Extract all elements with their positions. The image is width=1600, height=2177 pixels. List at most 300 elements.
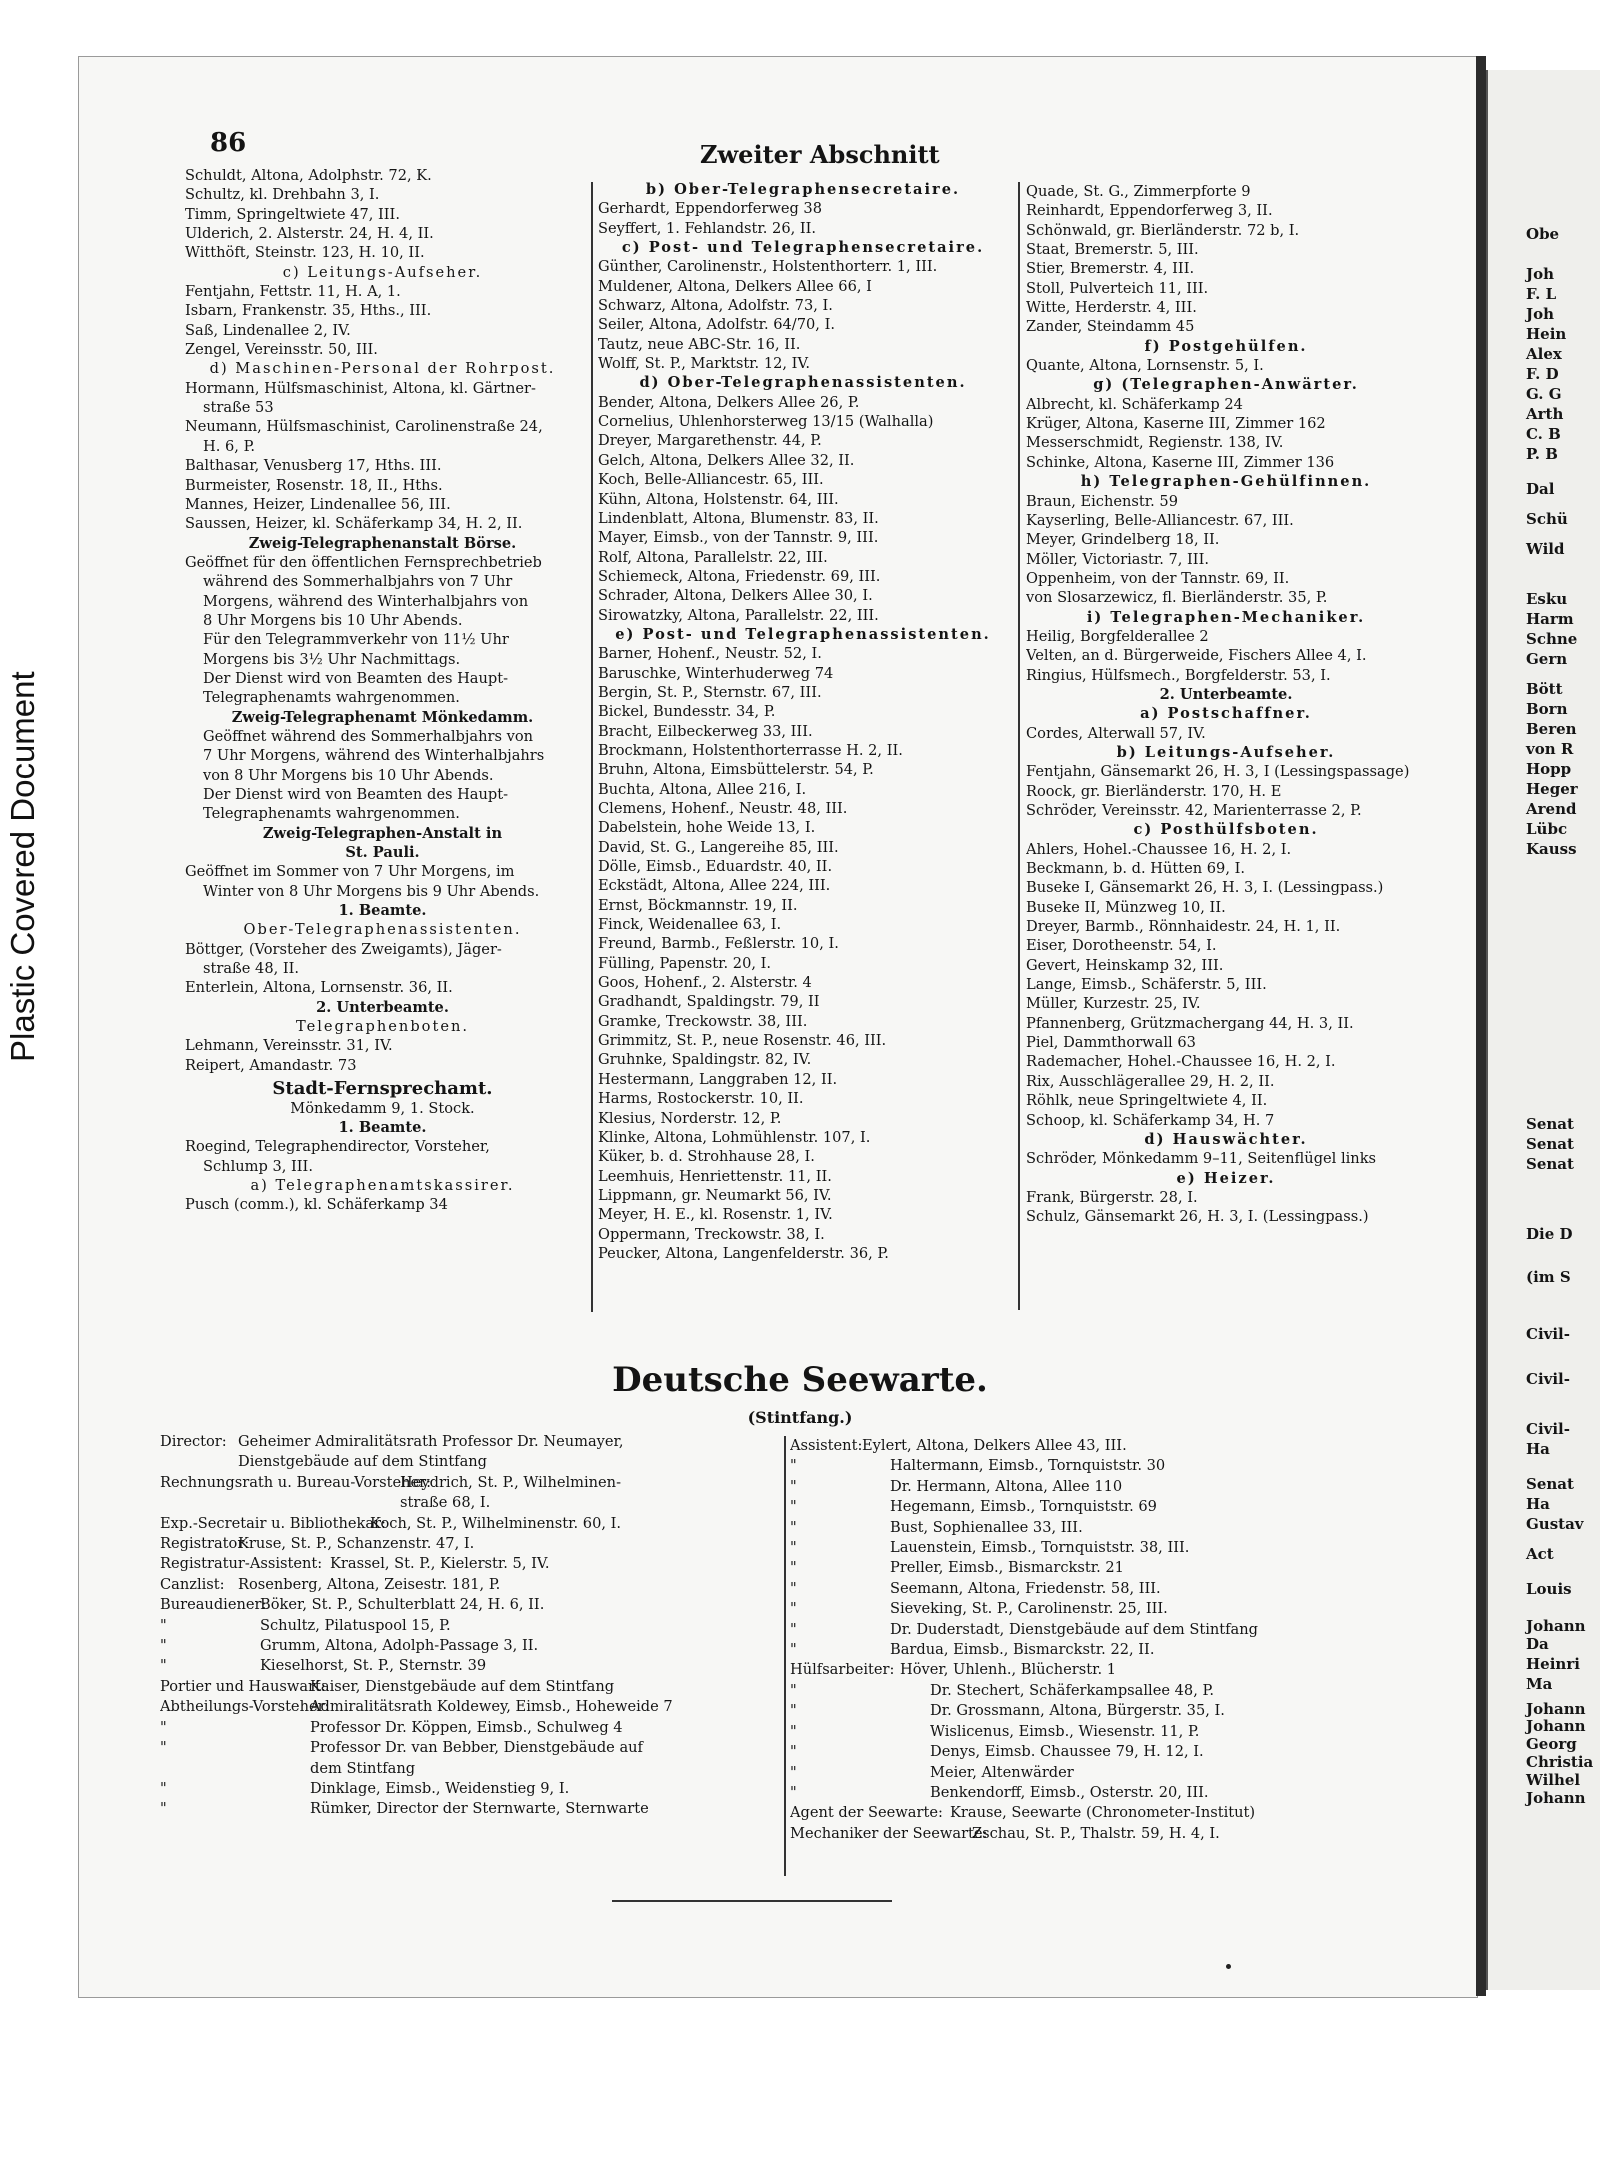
directory-line: von Slosarzewicz, fl. Bierländerstr. 35, P. <box>1026 589 1328 607</box>
entry-label: Registratur-Assistent: <box>160 1555 323 1573</box>
directory-line: Gruhnke, Spaldingstr. 82, IV. <box>598 1051 812 1069</box>
entry-value: Benkendorff, Eimsb., Osterstr. 20, III. <box>930 1783 1209 1801</box>
directory-line: Der Dienst wird von Beamten des Haupt- <box>203 786 509 803</box>
directory-line: Küker, b. d. Strohhause 28, I. <box>598 1148 815 1166</box>
directory-line: Schulz, Gänsemarkt 26, H. 3, I. (Lessingpass.) <box>1026 1208 1369 1226</box>
entry-label: " <box>790 1620 797 1638</box>
seewarte-entry <box>160 1595 780 1615</box>
adjacent-page-fragment: Senat <box>1526 1115 1574 1133</box>
directory-line: Mayer, Eimsb., von der Tannstr. 9, III. <box>598 529 879 547</box>
adjacent-page-fragment: Dal <box>1526 480 1555 498</box>
directory-line: Lindenblatt, Altona, Blumenstr. 83, II. <box>598 509 879 527</box>
entry-label: Agent der Seewarte: <box>790 1804 943 1822</box>
directory-line: straße 48, II. <box>203 960 300 978</box>
entry-value: Eylert, Altona, Delkers Allee 43, III. <box>862 1437 1127 1454</box>
entry-value: Krause, Seewarte (Chronometer-Institut) <box>950 1804 1256 1822</box>
seewarte-entry <box>790 1558 1430 1578</box>
directory-line: Kühn, Altona, Holstenstr. 64, III. <box>598 490 839 508</box>
entry-value: Böker, St. P., Schulterblatt 24, H. 6, II. <box>260 1596 545 1614</box>
entry-label: Mechaniker der Seewarte: <box>790 1824 988 1842</box>
directory-line: Morgens bis 3½ Uhr Nachmittags. <box>203 650 461 668</box>
directory-line: Stoll, Pulverteich 11, III. <box>1026 279 1209 297</box>
seewarte-entry <box>790 1763 1430 1783</box>
directory-line: Möller, Victoriastr. 7, III. <box>1026 550 1209 568</box>
directory-line: Hormann, Hülfsmaschinist, Altona, kl. Gärtner- <box>185 379 536 397</box>
directory-line: Gramke, Treckowstr. 38, III. <box>598 1012 808 1030</box>
adjacent-page-fragment: Alex <box>1526 345 1562 363</box>
adjacent-page-fragment: F. L <box>1526 285 1557 303</box>
entry-label: " <box>790 1457 797 1475</box>
directory-line: Clemens, Hohenf., Neustr. 48, III. <box>598 800 848 817</box>
directory-line: Lange, Eimsb., Schäferstr. 5, III. <box>1026 976 1267 994</box>
directory-line: d) Hauswächter. <box>1144 1130 1308 1148</box>
entry-label: " <box>160 1616 167 1634</box>
seewarte-entry <box>160 1554 780 1574</box>
adjacent-page-fragment: Johann <box>1526 1717 1586 1735</box>
column-2 <box>598 180 1008 1263</box>
directory-line: Seiler, Altona, Adolfstr. 64/70, I. <box>598 316 835 334</box>
directory-line: Velten, an d. Bürgerweide, Fischers Allee 4, I. <box>1026 647 1367 665</box>
directory-line: H. 6, P. <box>203 437 256 455</box>
directory-line: Rademacher, Hohel.-Chaussee 16, H. 2, I. <box>1026 1053 1336 1071</box>
entry-value: Dienstgebäude auf dem Stintfang <box>238 1453 488 1471</box>
entry-label <box>160 1759 310 1779</box>
ink-speck <box>1226 1964 1231 1969</box>
directory-line: Schrader, Altona, Delkers Allee 30, I. <box>598 587 873 605</box>
adjacent-page-fragment: Hopp <box>1526 760 1572 778</box>
adjacent-page-fragment: Esku <box>1526 590 1568 608</box>
directory-line: Brockmann, Holstenthorterrasse H. 2, II. <box>598 741 903 759</box>
column-3 <box>1026 182 1426 1227</box>
seewarte-entry <box>160 1575 780 1595</box>
seewarte-entry <box>160 1799 780 1819</box>
entry-label: " <box>790 1600 797 1618</box>
directory-line: Schultz, kl. Drehbahn 3, I. <box>185 186 380 204</box>
directory-line: Bender, Altona, Delkers Allee 26, P. <box>598 393 860 411</box>
directory-line: Sirowatzky, Altona, Parallelstr. 22, III. <box>598 606 879 624</box>
directory-line: Fülling, Papenstr. 20, I. <box>598 954 772 972</box>
seewarte-entry <box>790 1701 1430 1721</box>
adjacent-page-fragment: Arend <box>1526 800 1577 818</box>
entry-value: Lauenstein, Eimsb., Tornquiststr. 38, III. <box>890 1539 1190 1557</box>
adjacent-page-fragment: Lübc <box>1526 820 1568 838</box>
directory-line: Hestermann, Langgraben 12, II. <box>598 1070 838 1088</box>
directory-line: e) Heizer. <box>1176 1169 1276 1187</box>
seewarte-entry <box>790 1436 1430 1456</box>
entry-value: Krassel, St. P., Kielerstr. 5, IV. <box>330 1555 550 1573</box>
directory-line: Rix, Ausschlägerallee 29, H. 2, II. <box>1026 1072 1275 1090</box>
directory-line: Roegind, Telegraphendirector, Vorsteher, <box>185 1138 490 1156</box>
directory-line: Bracht, Eilbeckerweg 33, III. <box>598 722 813 740</box>
directory-line: Buseke II, Münzweg 10, II. <box>1026 898 1226 916</box>
directory-line: Gerhardt, Eppendorferweg 38 <box>598 200 823 218</box>
entry-label: Hülfsarbeiter: <box>790 1661 895 1679</box>
entry-label <box>160 1493 400 1513</box>
entry-value: Seemann, Altona, Friedenstr. 58, III. <box>890 1579 1161 1597</box>
directory-line: b) Leitungs-Aufseher. <box>1116 743 1336 761</box>
directory-line: Enterlein, Altona, Lornsenstr. 36, II. <box>185 979 453 997</box>
entry-label: " <box>790 1681 797 1699</box>
adjacent-page-fragment: Civil- <box>1526 1325 1570 1343</box>
column-rule-1 <box>591 182 593 1312</box>
adjacent-page-fragment: Heinri <box>1526 1655 1580 1673</box>
entry-value: Höver, Uhlenh., Blücherstr. 1 <box>900 1661 1117 1679</box>
entry-label: Assistent: <box>790 1437 863 1454</box>
directory-line: Lehmann, Vereinsstr. 31, IV. <box>185 1037 393 1055</box>
directory-line: Cordes, Alterwall 57, IV. <box>1026 724 1206 742</box>
directory-line: Muldener, Altona, Delkers Allee 66, I <box>598 277 872 295</box>
adjacent-page-fragment: Harm <box>1526 610 1574 628</box>
directory-line: Freund, Barmb., Feßlerstr. 10, I. <box>598 935 839 953</box>
directory-line: Günther, Carolinenstr., Holstenthorterr. 1, III. <box>598 258 938 276</box>
directory-line: Gradhandt, Spaldingstr. 79, II <box>598 993 820 1011</box>
directory-line: Schröder, Mönkedamm 9–11, Seitenflügel links <box>1026 1150 1377 1168</box>
directory-line: Finck, Weidenallee 63, I. <box>598 916 782 934</box>
entry-value: Professor Dr. Köppen, Eimsb., Schulweg 4 <box>310 1718 623 1736</box>
adjacent-page-fragment: Schne <box>1526 630 1578 648</box>
seewarte-entry <box>160 1718 780 1738</box>
page-gutter <box>1476 56 1486 1996</box>
directory-line: Telegraphenamts wahrgenommen. <box>203 689 460 707</box>
directory-line: a) Postschaffner. <box>1140 705 1312 723</box>
directory-line: Winter von 8 Uhr Morgens bis 9 Uhr Abends. <box>203 882 540 900</box>
entry-label: " <box>790 1539 797 1557</box>
seewarte-entry <box>160 1779 780 1799</box>
seewarte-entry <box>160 1452 780 1472</box>
adjacent-page-fragment: Gustav <box>1526 1515 1584 1533</box>
page-number: 86 <box>210 128 247 158</box>
directory-line: Ahlers, Hohel.-Chaussee 16, H. 2, I. <box>1026 840 1292 858</box>
directory-line: Dreyer, Barmb., Rönnhaidestr. 24, H. 1, II. <box>1026 918 1341 936</box>
entry-value: Grumm, Altona, Adolph-Passage 3, II. <box>260 1637 539 1655</box>
adjacent-page-fragment: Ha <box>1526 1495 1550 1513</box>
entry-value: Dr. Duderstadt, Dienstgebäude auf dem Stintfang <box>890 1620 1258 1638</box>
closing-rule <box>612 1900 892 1902</box>
directory-line: Schinke, Altona, Kaserne III, Zimmer 136 <box>1026 453 1335 471</box>
directory-line: Müller, Kurzestr. 25, IV. <box>1026 995 1201 1013</box>
directory-line: Pfannenberg, Grützmachergang 44, H. 3, II. <box>1026 1014 1354 1032</box>
directory-line: d) Maschinen-Personal der Rohrpost. <box>209 360 556 378</box>
entry-value: Dr. Grossmann, Altona, Bürgerstr. 35, I. <box>930 1702 1225 1720</box>
seewarte-entry <box>160 1656 780 1676</box>
adjacent-page-fragment: Obe <box>1526 225 1560 243</box>
entry-label: " <box>790 1579 797 1597</box>
entry-value: Hegemann, Eimsb., Tornquiststr. 69 <box>890 1498 1157 1516</box>
seewarte-entry <box>160 1697 780 1717</box>
directory-line: Ulderich, 2. Alsterstr. 24, H. 4, II. <box>185 225 434 243</box>
entry-label: Director: <box>160 1433 227 1450</box>
directory-line: i) Telegraphen-Mechaniker. <box>1086 608 1366 626</box>
directory-line: Schlump 3, III. <box>203 1157 313 1175</box>
entry-label: " <box>160 1718 167 1736</box>
entry-label: " <box>790 1702 797 1720</box>
directory-line: Isbarn, Frankenstr. 35, Hths., III. <box>185 302 432 320</box>
entry-label <box>160 1452 238 1472</box>
entry-value: Admiralitätsrath Koldewey, Eimsb., Hoheweide 7 <box>310 1698 673 1716</box>
adjacent-page-fragment: P. B <box>1526 445 1558 463</box>
seewarte-entry <box>790 1538 1430 1558</box>
directory-line: Bickel, Bundesstr. 34, P. <box>598 703 776 721</box>
directory-line: Piel, Dammthorwall 63 <box>1026 1034 1196 1052</box>
directory-line: Dreyer, Margarethenstr. 44, P. <box>598 432 822 450</box>
directory-line: Balthasar, Venusberg 17, Hths. III. <box>185 457 442 475</box>
entry-label: Portier und Hauswart: <box>160 1677 326 1695</box>
adjacent-page-fragment: Louis <box>1526 1580 1572 1598</box>
seewarte-subtitle: (Stintfang.) <box>747 1408 853 1427</box>
directory-line: 7 Uhr Morgens, während des Winterhalbjahrs <box>203 747 545 765</box>
directory-line: Neumann, Hülfsmaschinist, Carolinenstraße 24, <box>185 418 543 436</box>
directory-line: Wolff, St. P., Marktstr. 12, IV. <box>598 355 811 373</box>
adjacent-page-fragment: Kauss <box>1526 840 1577 858</box>
adjacent-page-fragment: Arth <box>1526 405 1564 423</box>
column-1 <box>185 166 580 1215</box>
directory-line: Fentjahn, Gänsemarkt 26, H. 3, I (Lessingspassage) <box>1026 763 1410 781</box>
directory-line: Meyer, Grindelberg 18, II. <box>1026 531 1220 549</box>
entry-value: Zschau, St. P., Thalstr. 59, H. 4, I. <box>972 1824 1220 1842</box>
directory-line: Böttger, (Vorsteher des Zweigamts), Jäger- <box>185 940 502 958</box>
entry-value: Denys, Eimsb. Chaussee 79, H. 12, I. <box>930 1743 1204 1761</box>
entry-value: Bust, Sophienallee 33, III. <box>890 1518 1083 1536</box>
adjacent-page-fragment: Senat <box>1526 1135 1574 1153</box>
directory-line: Dabelstein, hohe Weide 13, I. <box>598 819 816 837</box>
entry-label: " <box>790 1722 797 1740</box>
directory-line: Barner, Hohenf., Neustr. 52, I. <box>598 645 822 663</box>
directory-line: Bergin, St. P., Sternstr. 67, III. <box>598 683 822 701</box>
entry-value: Sieveking, St. P., Carolinenstr. 25, III. <box>890 1600 1168 1618</box>
directory-line: 1. Beamte. <box>338 902 427 920</box>
directory-line: Saß, Lindenallee 2, IV. <box>185 321 351 339</box>
directory-line: Gelch, Altona, Delkers Allee 32, II. <box>598 451 855 469</box>
entry-value: Haltermann, Eimsb., Tornquiststr. 30 <box>890 1457 1166 1475</box>
seewarte-entry <box>790 1783 1430 1803</box>
seewarte-entry <box>790 1824 1430 1844</box>
directory-line: Beckmann, b. d. Hütten 69, I. <box>1026 860 1246 878</box>
adjacent-page-fragment: (im S <box>1526 1268 1571 1286</box>
entry-value: Kieselhorst, St. P., Sternstr. 39 <box>260 1657 487 1675</box>
adjacent-page-fragment: Beren <box>1526 720 1577 738</box>
directory-line: Ober-Telegraphenassistenten. <box>243 921 522 939</box>
seewarte-entry <box>790 1477 1430 1497</box>
directory-line: Für den Telegrammverkehr von 11½ Uhr <box>203 631 509 649</box>
directory-line: Messerschmidt, Regienstr. 138, IV. <box>1026 434 1284 452</box>
entry-label: Registrator: <box>160 1535 250 1553</box>
adjacent-page-fragment: Georg <box>1526 1735 1577 1753</box>
entry-value: Heydrich, St. P., Wilhelminen- <box>400 1473 622 1491</box>
directory-line: Saussen, Heizer, kl. Schäferkamp 34, H. 2, II. <box>185 515 523 533</box>
seewarte-entry <box>790 1681 1430 1701</box>
directory-line: Stier, Bremerstr. 4, III. <box>1026 260 1195 278</box>
entry-label: " <box>160 1657 167 1675</box>
entry-label: " <box>790 1559 797 1577</box>
entry-value: Dr. Hermann, Altona, Allee 110 <box>890 1477 1123 1495</box>
column-rule-2 <box>1018 182 1020 1310</box>
directory-line: Quade, St. G., Zimmerpforte 9 <box>1026 183 1251 200</box>
directory-line: von 8 Uhr Morgens bis 10 Uhr Abends. <box>203 766 494 784</box>
running-head: Zweiter Abschnitt <box>700 140 940 169</box>
seewarte-entry <box>790 1640 1430 1660</box>
directory-line: Kayserling, Belle-Alliancestr. 67, III. <box>1026 511 1294 529</box>
entry-value: Wislicenus, Eimsb., Wiesenstr. 11, P. <box>930 1722 1200 1740</box>
adjacent-page-fragment: Johann <box>1526 1700 1586 1718</box>
entry-label: " <box>790 1477 797 1495</box>
directory-line: Timm, Springeltwiete 47, III. <box>185 205 400 223</box>
directory-line: c) Leitungs-Aufseher. <box>282 263 483 281</box>
directory-line: Geöffnet im Sommer von 7 Uhr Morgens, im <box>185 863 515 881</box>
directory-line: a) Telegraphenamtskassirer. <box>250 1176 515 1194</box>
seewarte-rule <box>784 1436 786 1876</box>
entry-value: Geheimer Admiralitätsrath Professor Dr. Neumayer, <box>238 1433 624 1450</box>
directory-line: Klinke, Altona, Lohmühlenstr. 107, I. <box>598 1128 871 1146</box>
adjacent-page-fragment: Civil- <box>1526 1370 1570 1388</box>
adjacent-page-fragment: Joh <box>1526 305 1555 323</box>
seewarte-entry <box>160 1514 780 1534</box>
seewarte-entry <box>160 1432 780 1452</box>
directory-line: Mannes, Heizer, Lindenallee 56, III. <box>185 495 451 513</box>
directory-line: Seyffert, 1. Fehlandstr. 26, II. <box>598 219 817 237</box>
entry-label: " <box>160 1779 167 1797</box>
entry-value: Dinklage, Eimsb., Weidenstieg 9, I. <box>310 1779 570 1797</box>
directory-line: St. Pauli. <box>345 844 420 862</box>
entry-label: " <box>160 1800 167 1818</box>
directory-line: c) Post- und Telegraphensecretaire. <box>621 239 985 257</box>
directory-line: Telegraphenboten. <box>295 1018 469 1036</box>
entry-value: Rosenberg, Altona, Zeisestr. 181, P. <box>238 1575 501 1593</box>
directory-line: Stadt-Fernsprechamt. <box>272 1079 493 1099</box>
directory-line: Schwarz, Altona, Adolfstr. 73, I. <box>598 297 833 315</box>
adjacent-page-fragment: Christia <box>1526 1753 1594 1771</box>
directory-line: Koch, Belle-Alliancestr. 65, III. <box>598 471 824 489</box>
adjacent-page-fragment: Gern <box>1526 650 1568 668</box>
directory-line: Schoop, kl. Schäferkamp 34, H. 7 <box>1026 1111 1275 1129</box>
directory-line: 2. Unterbeamte. <box>1159 685 1293 703</box>
entry-value: Kruse, St. P., Schanzenstr. 47, I. <box>238 1535 475 1553</box>
adjacent-page-fragment: von R <box>1526 740 1574 758</box>
entry-label: " <box>790 1641 797 1659</box>
adjacent-page-fragment: Johann <box>1526 1617 1586 1635</box>
entry-label: " <box>790 1783 797 1801</box>
seewarte-entry <box>790 1497 1430 1517</box>
directory-line: Röhlk, neue Springeltwiete 4, II. <box>1026 1092 1268 1110</box>
directory-line: Mönkedamm 9, 1. Stock. <box>290 1099 475 1117</box>
seewarte-entry <box>790 1620 1430 1640</box>
directory-line: Eckstädt, Altona, Allee 224, III. <box>598 877 831 895</box>
entry-label: Exp.-Secretair u. Bibliothekar: <box>160 1514 386 1532</box>
directory-line: Pusch (comm.), kl. Schäferkamp 34 <box>185 1196 448 1214</box>
directory-line: Eiser, Dorotheenstr. 54, I. <box>1026 937 1217 955</box>
adjacent-page-fragment: Hein <box>1526 325 1567 343</box>
entry-label: Abtheilungs-Vorsteher: <box>160 1698 330 1716</box>
adjacent-page-fragment: Bött <box>1526 680 1563 698</box>
entry-value: dem Stintfang <box>310 1759 416 1777</box>
directory-line: während des Sommerhalbjahrs von 7 Uhr <box>203 573 513 591</box>
adjacent-page-fragment: Ma <box>1526 1675 1553 1693</box>
directory-line: Morgens, während des Winterhalbjahrs von <box>203 592 529 610</box>
directory-line: h) Telegraphen-Gehülfinnen. <box>1080 473 1372 491</box>
directory-line: Burmeister, Rosenstr. 18, II., Hths. <box>185 476 443 494</box>
directory-line: Zengel, Vereinsstr. 50, III. <box>185 341 378 359</box>
directory-line: Fentjahn, Fettstr. 11, H. A, 1. <box>185 283 401 301</box>
directory-line: Grimmitz, St. P., neue Rosenstr. 46, III. <box>598 1032 887 1050</box>
directory-line: Der Dienst wird von Beamten des Haupt- <box>203 669 509 687</box>
seewarte-entry <box>160 1534 780 1554</box>
directory-line: Schuldt, Altona, Adolphstr. 72, K. <box>185 167 432 184</box>
directory-line: straße 53 <box>203 399 274 417</box>
adjacent-page-fragment: Civil- <box>1526 1420 1570 1438</box>
directory-line: Geöffnet während des Sommerhalbjahrs von <box>203 727 534 745</box>
directory-line: Bruhn, Altona, Eimsbüttelerstr. 54, P. <box>598 761 874 779</box>
entry-value: Dr. Stechert, Schäferkampsallee 48, P. <box>930 1681 1214 1699</box>
seewarte-entry <box>790 1579 1430 1599</box>
seewarte-entry <box>790 1518 1430 1538</box>
directory-line: 2. Unterbeamte. <box>316 998 449 1016</box>
directory-line: Ringius, Hülfsmech., Borgfelderstr. 53, I. <box>1026 666 1331 684</box>
adjacent-page-fragment: Da <box>1526 1635 1549 1653</box>
seewarte-entry <box>790 1742 1430 1762</box>
seewarte-entry <box>160 1759 780 1779</box>
entry-label: Canzlist: <box>160 1575 225 1593</box>
directory-line: Heilig, Borgfelderallee 2 <box>1026 627 1209 645</box>
entry-value: Kaiser, Dienstgebäude auf dem Stintfang <box>310 1677 615 1695</box>
entry-label: Bureaudiener: <box>160 1596 267 1614</box>
directory-line: Roock, gr. Bierländerstr. 170, H. E <box>1026 782 1282 800</box>
directory-line: Zander, Steindamm 45 <box>1026 318 1195 336</box>
directory-line: g) (Telegraphen-Anwärter. <box>1093 376 1359 394</box>
directory-line: Oppenheim, von der Tannstr. 69, II. <box>1026 569 1290 587</box>
adjacent-page-fragment: Joh <box>1526 265 1555 283</box>
seewarte-right-list <box>790 1436 1430 1844</box>
directory-line: Dölle, Eimsb., Eduardstr. 40, II. <box>598 858 833 876</box>
directory-line: Peucker, Altona, Langenfelderstr. 36, P. <box>598 1244 889 1262</box>
adjacent-page-fragment: Wild <box>1526 540 1565 558</box>
directory-line: Schröder, Vereinsstr. 42, Marienterrasse 2, P. <box>1026 802 1362 819</box>
seewarte-left-list <box>160 1432 780 1820</box>
adjacent-page-fragment: Heger <box>1526 780 1578 798</box>
directory-line: Albrecht, kl. Schäferkamp 24 <box>1026 395 1243 413</box>
entry-value: Bardua, Eimsb., Bismarckstr. 22, II. <box>890 1641 1155 1659</box>
seewarte-entry <box>160 1677 780 1697</box>
seewarte-title: Deutsche Seewarte. <box>612 1360 988 1400</box>
directory-line: Oppermann, Treckowstr. 38, I. <box>598 1225 825 1243</box>
directory-line: Reinhardt, Eppendorferweg 3, II. <box>1026 202 1273 220</box>
adjacent-page-fragment: Die D <box>1526 1225 1573 1243</box>
adjacent-page-fragment: C. B <box>1526 425 1561 443</box>
adjacent-page-fragment: G. G <box>1526 385 1562 403</box>
seewarte-entry <box>790 1456 1430 1476</box>
directory-line: Zweig-Telegraphen-Anstalt in <box>262 824 503 842</box>
adjacent-page-fragment: Born <box>1526 700 1568 718</box>
adjacent-page-fragment: Ha <box>1526 1440 1550 1458</box>
directory-line: Lippmann, gr. Neumarkt 56, IV. <box>598 1186 832 1204</box>
entry-label: " <box>790 1743 797 1761</box>
adjacent-page-fragment: Johann <box>1526 1789 1586 1807</box>
directory-line: Frank, Bürgerstr. 28, I. <box>1026 1188 1198 1206</box>
seewarte-entry <box>160 1473 780 1493</box>
seewarte-entry <box>160 1493 780 1513</box>
directory-line: b) Ober-Telegraphensecretaire. <box>645 181 961 198</box>
entry-value: Professor Dr. van Bebber, Dienstgebäude auf <box>310 1739 643 1757</box>
directory-line: Leemhuis, Henriettenstr. 11, II. <box>598 1167 832 1185</box>
directory-line: Zweig-Telegraphenamt Mönkedamm. <box>231 708 534 726</box>
adjacent-page-fragment: Senat <box>1526 1475 1574 1493</box>
directory-line: Goos, Hohenf., 2. Alsterstr. 4 <box>598 974 812 992</box>
adjacent-page-fragment: Act <box>1526 1545 1554 1563</box>
directory-line: Gevert, Heinskamp 32, III. <box>1026 956 1224 974</box>
adjacent-page-fragment: Senat <box>1526 1155 1574 1173</box>
entry-label: " <box>790 1518 797 1536</box>
adjacent-page-fragment: Wilhel <box>1526 1771 1581 1789</box>
directory-line: Telegraphenamts wahrgenommen. <box>203 805 460 823</box>
seewarte-entry <box>790 1599 1430 1619</box>
